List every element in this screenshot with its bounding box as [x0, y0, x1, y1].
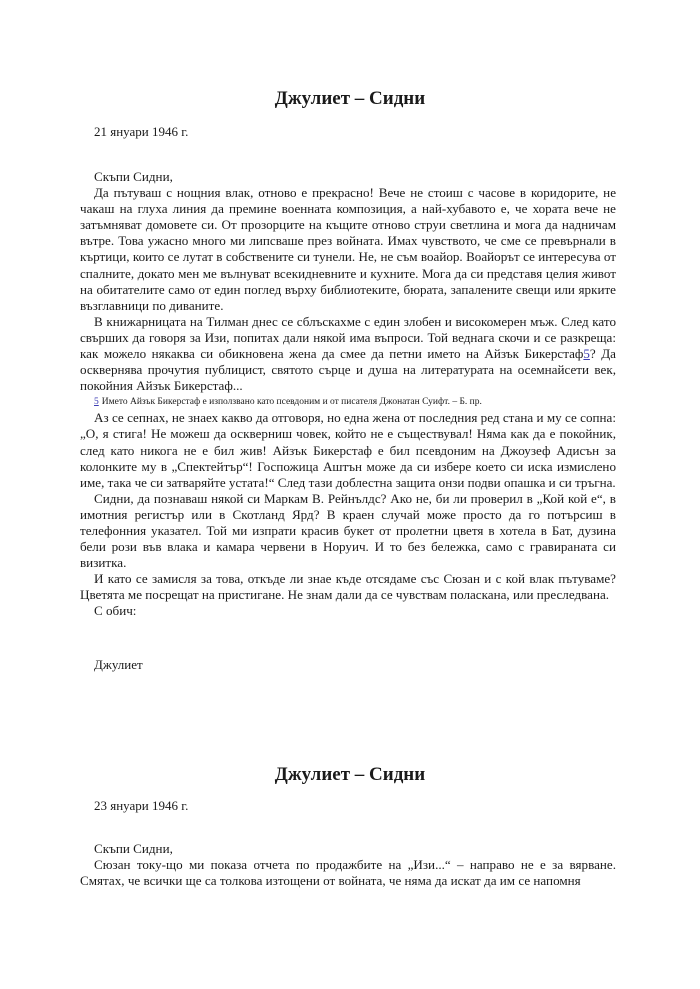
- paragraph-text: ? Да осквернява прочутия публицист, святото сърце и душа на литературата на осемнайсети век, покойния Айзък Бикерстаф...: [80, 346, 616, 394]
- salutation: Скъпи Сидни,: [94, 841, 173, 856]
- letter-date: 21 януари 1946 г.: [94, 124, 189, 139]
- paragraph: Да пътуваш с нощния влак, отново е прекрасно! Вече не стоиш с часове в коридорите, не чакаш на глуха линия да премине военната композиция, а най-хубавото е, че хората вече не затъмняват домовете си. От прозорците на къщите отново струи светлина и мога да надничам вътре. Това ужасно много ми липсваше през войната. Имах чувството, че сме се превърнали в къртици, които се лутат в собствените си тунели. Не, не съм воайор. Воайорът се интересува от спалните, докато мен ме вълнуват всекидневните и кухните. Мога да си представя целия живот на обитателите само от един поглед върху библиотеките, бюрата, запалените свещи или ярките възглавници по диваните.: [80, 185, 616, 313]
- letter-body: [80, 169, 616, 620]
- signature: Джулиет: [94, 657, 143, 672]
- footnote-text: Името Айзък Бикерстаф е използвано като псевдоним и от писателя Джонатан Суифт. – Б. пр.: [101, 397, 482, 408]
- letter-date: 23 януари 1946 г.: [94, 798, 189, 813]
- paragraph: Сидни, да познаваш някой си Маркам В. Рейнълдс? Ако не, би ли проверил в „Кой кой е“, в имотния регистър или в Скотланд Ярд? В краен случай може просто да го потърсиш в телефонния указател. Той ми изпрати красив букет от пролетни цветя в хотела в Бат, дузина бели рози във влака и камара червени в Норуич. И то без бележка, само с гравираната си визитка.: [80, 490, 616, 571]
- letter-title: Джулиет – Сидни: [274, 88, 426, 109]
- footnote-number-link[interactable]: 5: [94, 397, 99, 408]
- salutation: Скъпи Сидни,: [94, 169, 173, 184]
- footnote-link[interactable]: 5: [583, 346, 590, 362]
- paragraph: Аз се сепнах, не знаех какво да отговоря, но една жена от последния ред стана и му се сопна: „О, я стига! Не можеш да оскверниш човек, който не е съществувал! Няма как да е покойник, след като никога не е бил жив! Айзък Бикерстаф е бил псевдоним на Джоузеф Адисън за колонките му в „Спектейтър“! Госпожица Аштън може да си избере което си иска измислено име, така че си затваряйте устата!“ След тази доблестна защита онзи подви опашка и си тръгна.: [80, 410, 616, 490]
- paragraph: Сюзан току-що ми показа отчета по продажбите на „Изи...“ – направо не е за вярване. Смятах, че всички ще са толкова изтощени от войната, че няма да искат да им се напомня: [80, 857, 616, 889]
- paragraph-text: В книжарницата на Тилман днес се сблъскахме с един злобен и високомерен мъж. След като свърших да говоря за Изи, попитах дали някой има въпроси. Той веднага скочи и се разкреща: как можело някаква си обикновена жена да смее да петни името на Айзък Бикерстаф: [80, 313, 616, 362]
- letter-body: [80, 841, 616, 889]
- letter-title: Джулиет – Сидни: [274, 764, 426, 785]
- paragraph: И като се замисля за това, откъде ли знае къде отсядаме със Сюзан и с кой влак пътуваме? Цветята ме посрещат на пристигане. Не знам дали да се чувствам поласкана, или преследвана.: [80, 571, 616, 603]
- footnote: [80, 396, 616, 408]
- closing: С обич:: [94, 603, 137, 619]
- paragraph: [80, 314, 616, 394]
